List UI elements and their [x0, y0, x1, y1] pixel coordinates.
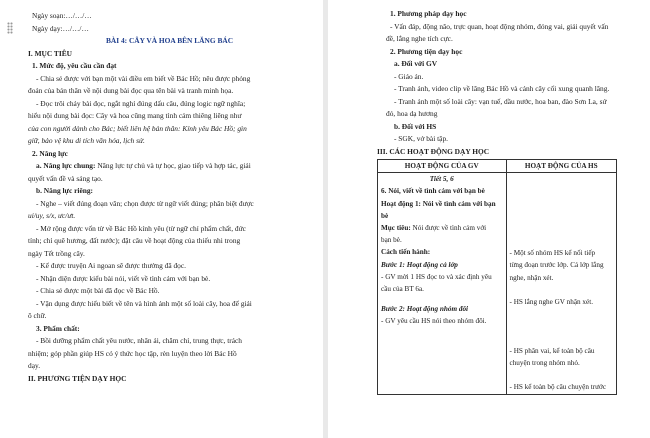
means-title: 2. Phương tiện dạy học [390, 46, 463, 56]
qualities-line: nhiệm; góp phần giúp HS có ý thức học tập, rèn luyện theo lời Bác Hồ [28, 348, 237, 358]
methods-line: - Vấn đáp, động não, trực quan, hoạt động nhóm, đóng vai, giải quyết vấn [390, 21, 609, 31]
student-activity-line: nghe, nhận xét. [509, 273, 554, 282]
section-activities-title: III. CÁC HOẠT ĐỘNG DẠY HỌC [377, 146, 490, 156]
qualities-title: 3. Phẩm chất: [36, 323, 80, 333]
goal-label: Mục tiêu: [381, 224, 411, 233]
requirements-line: - Đọc trôi chảy bài đọc, ngắt nghỉ đúng dấu câu, đúng logic ngữ nghĩa; [36, 98, 246, 108]
student-activity-line: từng đoạn trước lớp. Cả lớp lắng [509, 261, 604, 270]
specific-competence-line: ngày Tết trồng cây. [28, 248, 85, 258]
left-page [0, 0, 323, 438]
qualities-line: - Bồi dưỡng phẩm chất yêu nước, nhân ái, chăm chỉ, trung thực, trách [36, 336, 242, 345]
specific-competence-title: b. Năng lực riêng: [36, 186, 93, 195]
activity-1-title-2: bè [381, 211, 389, 220]
specific-competence-line: - Nhận diện được kiểu bài nói, viết về tình cảm với bạn bè. [36, 273, 211, 283]
goal-line-2: bạn bè. [381, 236, 402, 245]
student-activities-cell [506, 173, 617, 394]
teacher-means-line: đỏ, hoa dạ hương [386, 109, 438, 118]
activity-heading: 6. Nói, viết về tình cảm với bạn bè [381, 187, 485, 196]
student-activity-line: chuyện trong nhóm nhỏ. [509, 359, 580, 368]
right-page [328, 0, 650, 438]
teacher-means-line: - Tranh ảnh một số loài cây: vạn tuế, dầu nước, hoa ban, đào Sơn La, sứ [394, 96, 607, 106]
teacher-means-title: a. Đối với GV [394, 59, 438, 68]
spacer [510, 173, 614, 247]
methods-title: 1. Phương pháp dạy học [390, 9, 467, 18]
specific-competence-line: - Nghe – viết đúng đoạn văn; chọn được từ ngữ viết đúng; phân biệt được [36, 198, 254, 208]
spacer [510, 284, 614, 296]
student-activity-line: - HS phân vai, kể toàn bộ câu [509, 347, 595, 356]
competence-title: 2. Năng lực [32, 148, 68, 158]
specific-competence-line: - Mở rộng được vốn từ về Bác Hồ kính yêu (từ ngữ chỉ phẩm chất, đức [36, 223, 246, 233]
date-teach: Ngày dạy:…/…/… [32, 23, 89, 33]
student-activity-line: - HS kể toàn bộ câu chuyện trước [509, 383, 607, 392]
specific-competence-line: - Vận dụng được hiểu biết về tên và hình ảnh một số loài cây, hoa để giải [36, 298, 252, 308]
section-means-title: II. PHƯƠNG TIỆN DẠY HỌC [28, 373, 127, 383]
teacher-activities-cell [378, 173, 507, 394]
step-1-title: Bước 1: Hoạt động cả lớp [381, 260, 458, 269]
specific-competence-line: ô chữ. [28, 311, 47, 320]
general-competence-label: a. Năng lực chung: [36, 161, 96, 170]
header-teacher: HOẠT ĐỘNG CỦA GV [378, 160, 507, 173]
specific-competence-line: ui/uy, s/x, ưc/ưt. [28, 211, 76, 220]
activities-table [377, 159, 617, 395]
qualities-line: dạy. [28, 361, 41, 370]
step-2-line: - GV yêu cầu HS nói theo nhóm đôi. [381, 317, 487, 326]
header-student: HOẠT ĐỘNG CỦA HS [506, 160, 617, 173]
date-prepare: Ngày soạn:…/…/… [32, 11, 92, 20]
specific-competence-line: - Kể được truyện Ai ngoan sẽ được thưởng đã đọc. [36, 261, 186, 270]
table-row [378, 173, 617, 394]
period-label: Tiết 5, 6 [429, 175, 454, 184]
requirements-line: hiểu nội dung bài đọc: Cây và hoa cũng mang tình cảm thiêng liêng như [28, 111, 242, 120]
general-competence-line [28, 160, 311, 173]
spacer [381, 328, 503, 368]
requirements-title: 1. Mức độ, yêu cầu cần đạt [32, 61, 117, 70]
student-means-title: b. Đối với HS [394, 121, 437, 131]
specific-competence-line: tính; chỉ quê hương, đất nước); đặt câu về hoạt động của thiếu nhi trong [28, 236, 241, 245]
teacher-means-line: - Tranh ảnh, video clip về lăng Bác Hồ và cảnh cây cối xung quanh lăng. [394, 84, 610, 93]
methods-line: đề, lắng nghe tích cực. [386, 34, 453, 43]
lesson-title: BÀI 4: CÂY VÀ HOA BÊN LĂNG BÁC [105, 36, 234, 45]
requirements-line: - Chia sẻ được với bạn một vài điều em biết về Bác Hồ; nêu được phỏng [36, 73, 251, 83]
requirements-line: của con người dành cho Bác; biết liên hệ bản thân: Kính yêu Bác Hồ; gìn [28, 123, 247, 133]
spacer [381, 295, 503, 303]
drag-handle-icon[interactable] [7, 22, 13, 34]
step-2-title: Bước 2: Hoạt động nhóm đôi [381, 305, 469, 314]
general-competence-text: Năng lực tự chủ và tự học, giao tiếp và hợp tác, giải [95, 161, 251, 170]
goal-text: Nói được về tình cảm với [410, 224, 487, 233]
requirements-line: giữ, bảo vệ khu di tích văn hóa, lịch sử. [28, 136, 145, 145]
table-header-row [378, 160, 617, 173]
activity-1-title: Hoạt động 1: Nói về tình cảm với bạn [381, 199, 496, 208]
procedure-label: Cách tiến hành: [381, 248, 431, 257]
general-competence-line-2: quyết vấn đề và sáng tạo. [28, 173, 103, 183]
student-activity-line: - HS lắng nghe GV nhận xét. [509, 297, 594, 306]
step-1-line: - GV mời 1 HS đọc to và xác định yêu [381, 272, 492, 281]
student-means-line: - SGK, vở bài tập. [394, 134, 448, 143]
specific-competence-line: - Chia sẻ được một bài đã đọc về Bác Hồ. [36, 286, 160, 295]
spacer [510, 369, 614, 381]
student-activity-line: - Một số nhóm HS kể nối tiếp [509, 249, 596, 258]
goal-line [381, 222, 503, 234]
requirements-line: đoán của bản thân về nội dung bài đọc qua tên bài và tranh minh họa. [28, 86, 234, 95]
teacher-means-line: - Giáo án. [394, 71, 424, 81]
spacer [510, 308, 614, 345]
step-1-line-2: cầu của BT 6a. [381, 285, 424, 294]
section-objectives-title: I. MỤC TIÊU [28, 48, 73, 58]
